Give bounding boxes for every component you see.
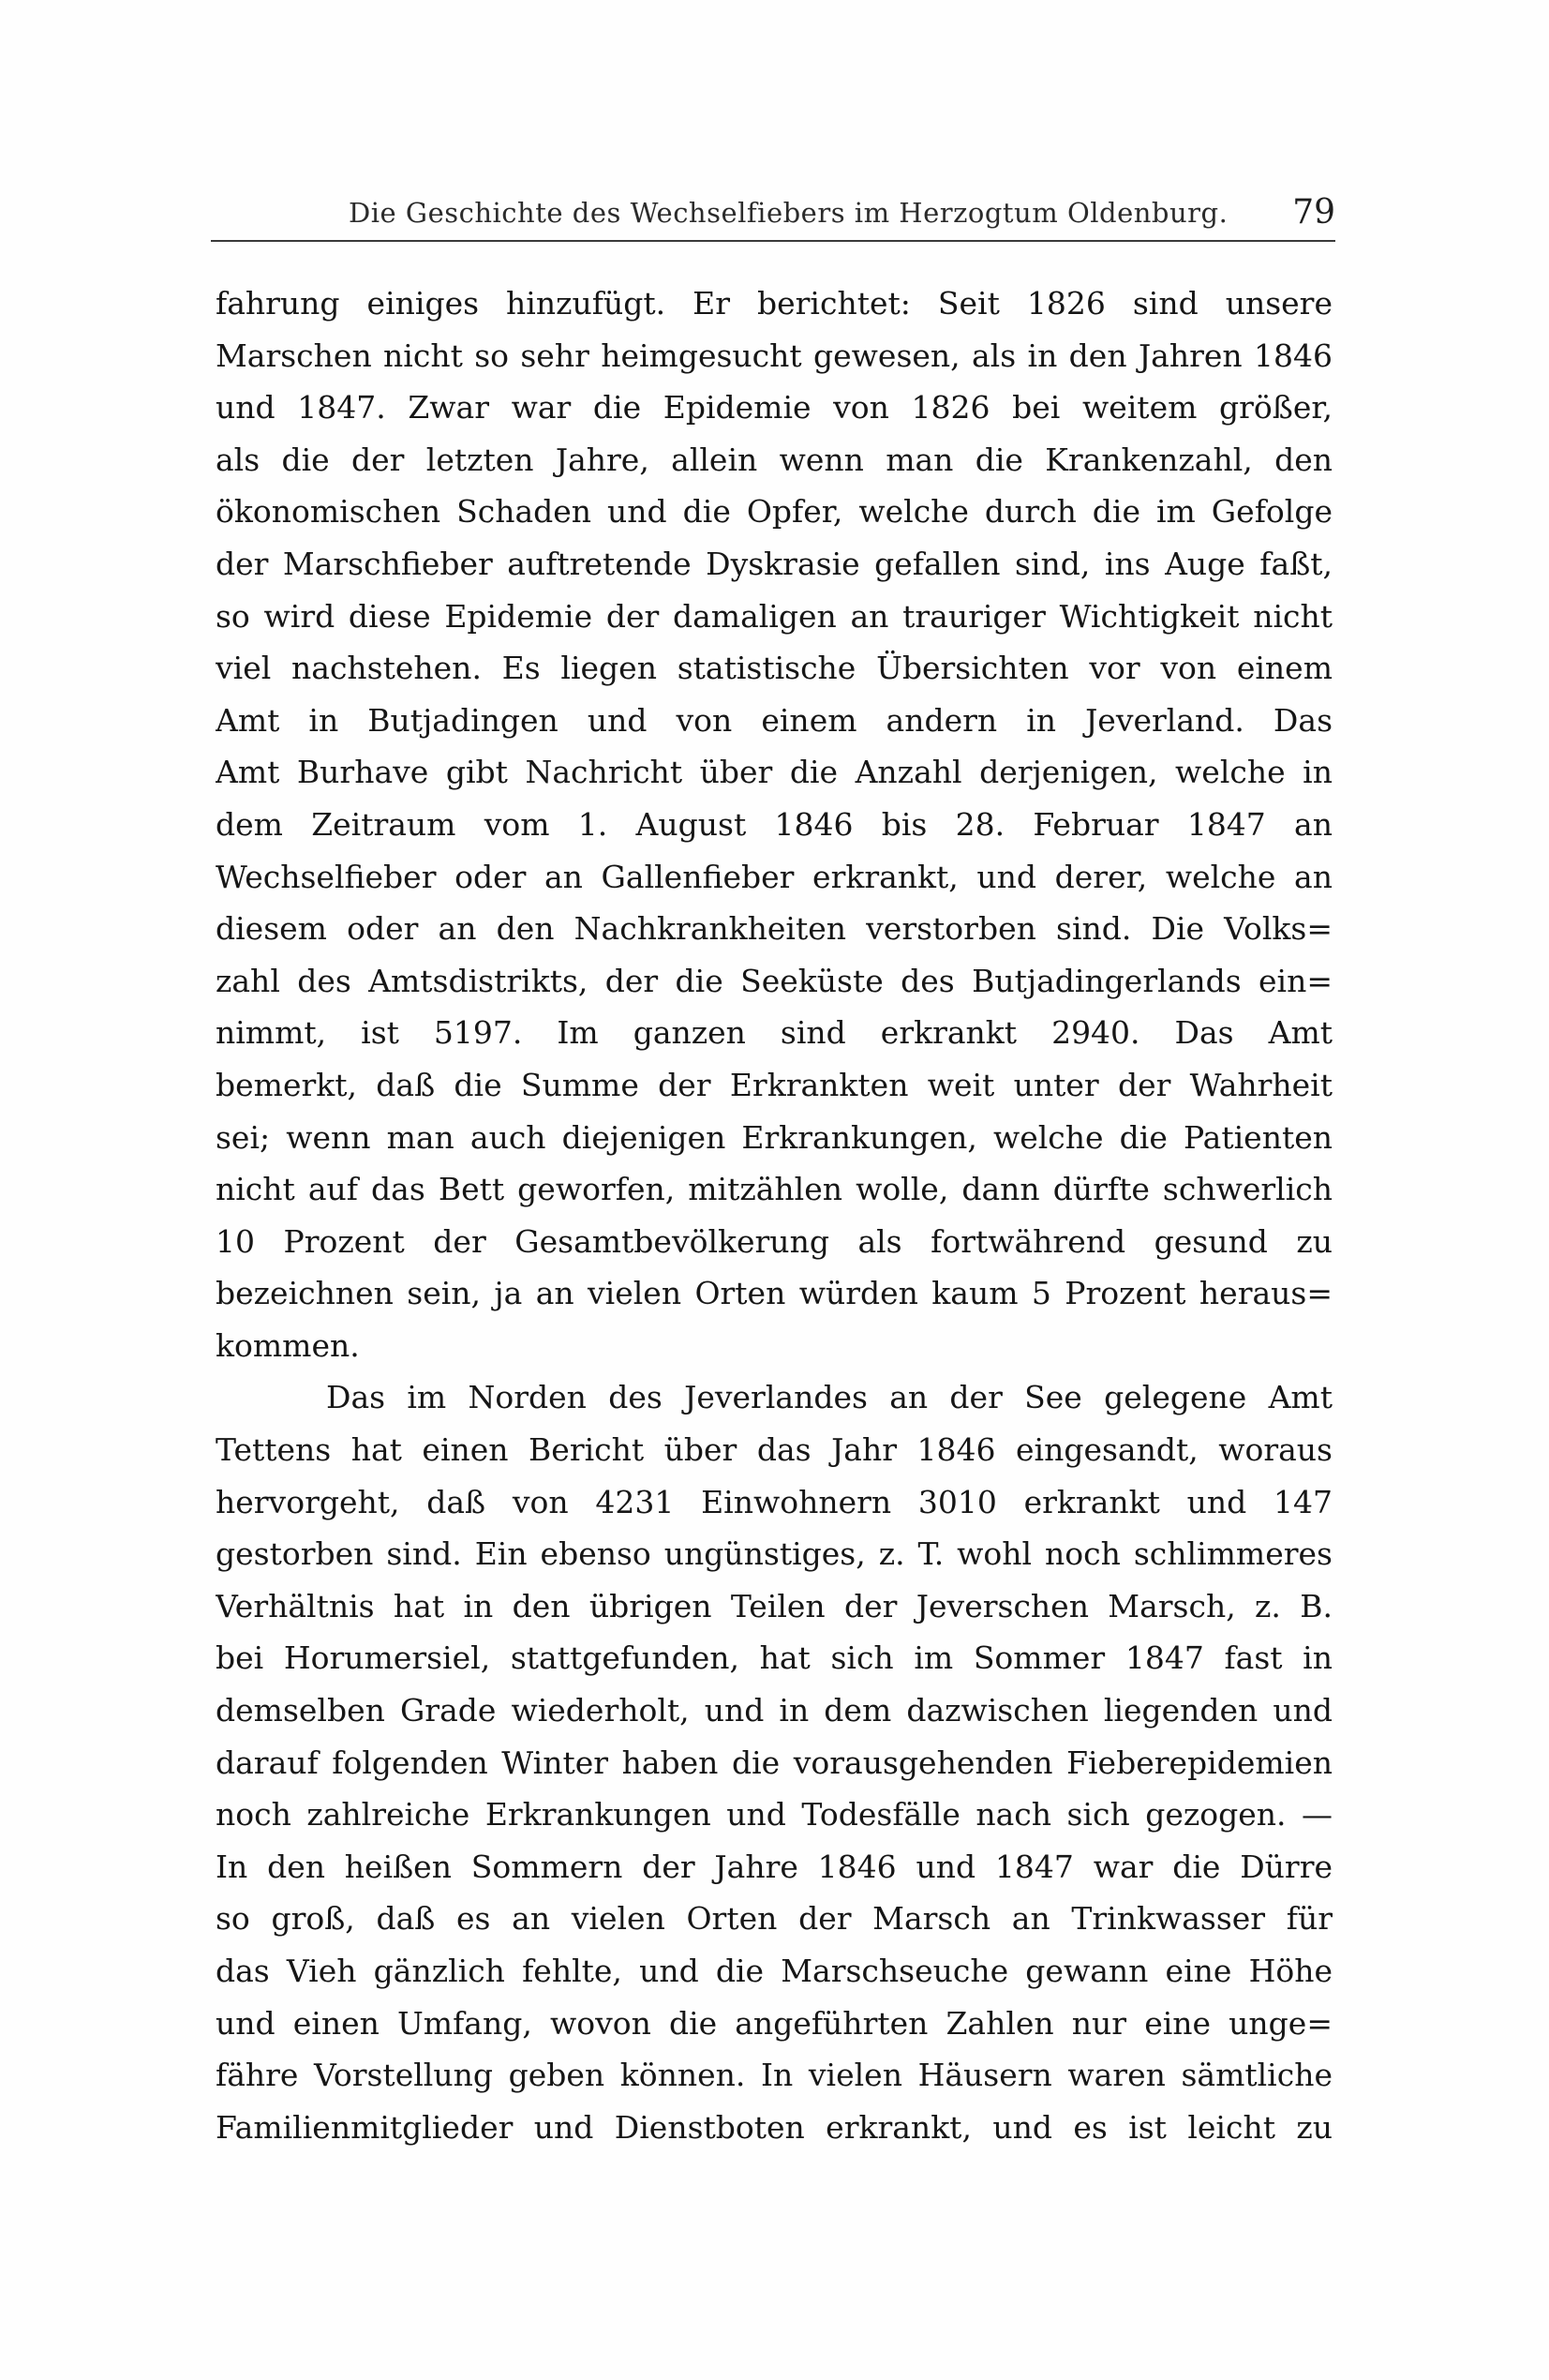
text-line: demselben Grade wiederholt, und in dem dazwischen liegenden und: [216, 1692, 1333, 1729]
text-line: und 1847. Zwar war die Epidemie von 1826 bei weitem größer,: [216, 389, 1333, 427]
text-line: Familienmitglieder und Dienstboten erkrankt, und es ist leicht zu: [216, 2108, 1333, 2146]
header-rule: [211, 240, 1335, 242]
text-line: das Vieh gänzlich fehlte, und die Marschseuche gewann eine Höhe: [216, 1953, 1333, 1989]
text-line: bemerkt, daß die Summe der Erkrankten weit unter der Wahrheit: [216, 1066, 1333, 1103]
text-line: 10 Prozent der Gesamtbevölkerung als fortwährend gesund zu: [216, 1222, 1333, 1260]
text-line: hervorgeht, daß von 4231 Einwohnern 3010 erkrankt und 147: [216, 1483, 1333, 1520]
text-line: diesem oder an den Nachkrankheiten verstorben sind. Die Volks=: [216, 910, 1333, 948]
text-line: so groß, daß es an vielen Orten der Marsch an Trinkwasser für: [216, 1900, 1333, 1938]
text-line: kommen.: [216, 1326, 360, 1364]
text-line: der Marschfieber auftretende Dyskrasie gefallen sind, ins Auge faßt,: [216, 545, 1333, 582]
text-line: zahl des Amtsdistrikts, der die Seeküste des Butjadingerlands ein=: [216, 962, 1333, 999]
text-line: darauf folgenden Winter haben die vorausgehenden Fieberepidemien: [216, 1744, 1333, 1781]
text-line: Marschen nicht so sehr heimgesucht gewesen, als in den Jahren 1846: [216, 337, 1333, 374]
text-line: dem Zeitraum vom 1. August 1846 bis 28. Februar 1847 an: [216, 805, 1333, 843]
text-line: so wird diese Epidemie der damaligen an trauriger Wichtigkeit nicht: [216, 597, 1333, 635]
running-head: Die Geschichte des Wechselfiebers im Herzogtum Oldenburg.: [349, 197, 1229, 229]
body-text: [216, 277, 1333, 2153]
text-line: sei; wenn man auch diejenigen Erkrankungen, welche die Patienten: [216, 1118, 1333, 1156]
page-header: [211, 184, 1335, 240]
text-line: und einen Umfang, wovon die angeführten Zahlen nur eine unge=: [216, 2004, 1333, 2042]
text-line: bezeichnen sein, ja an vielen Orten würden kaum 5 Prozent heraus=: [216, 1275, 1333, 1312]
text-line: Verhältnis hat in den übrigen Teilen der Jeverschen Marsch, z. B.: [216, 1587, 1333, 1624]
text-line: fahrung einiges hinzufügt. Er berichtet: Seit 1826 sind unsere: [216, 285, 1333, 322]
text-line: fähre Vorstellung geben können. In vielen Häusern waren sämtliche: [216, 2057, 1333, 2094]
text-line: Das im Norden des Jeverlandes an der See gelegene Amt: [326, 1379, 1333, 1416]
text-line: Tettens hat einen Bericht über das Jahr 1846 eingesandt, woraus: [216, 1431, 1333, 1469]
text-line: ökonomischen Schaden und die Opfer, welche durch die im Gefolge: [216, 493, 1333, 531]
text-line: bei Horumersiel, stattgefunden, hat sich im Sommer 1847 fast in: [216, 1639, 1333, 1677]
page-number: 79: [1292, 193, 1335, 232]
text-line: gestorben sind. Ein ebenso ungünstiges, z. T. wohl noch schlimmeres: [216, 1535, 1333, 1573]
text-line: als die der letzten Jahre, allein wenn man die Krankenzahl, den: [216, 441, 1333, 478]
text-line: Amt in Butjadingen und von einem andern in Jeverland. Das: [216, 701, 1333, 739]
text-line: viel nachstehen. Es liegen statistische Übersichten vor von einem: [216, 650, 1333, 687]
text-line: noch zahlreiche Erkrankungen und Todesfälle nach sich gezogen. —: [216, 1796, 1333, 1834]
text-line: nicht auf das Bett geworfen, mitzählen wolle, dann dürfte schwerlich: [216, 1171, 1333, 1208]
text-line: Wechselfieber oder an Gallenfieber erkrankt, und derer, welche an: [216, 858, 1333, 895]
text-line: In den heißen Sommern der Jahre 1846 und 1847 war die Dürre: [216, 1848, 1333, 1885]
text-line: nimmt, ist 5197. Im ganzen sind erkrankt 2940. Das Amt: [216, 1014, 1333, 1052]
text-line: Amt Burhave gibt Nachricht über die Anzahl derjenigen, welche in: [216, 754, 1333, 791]
